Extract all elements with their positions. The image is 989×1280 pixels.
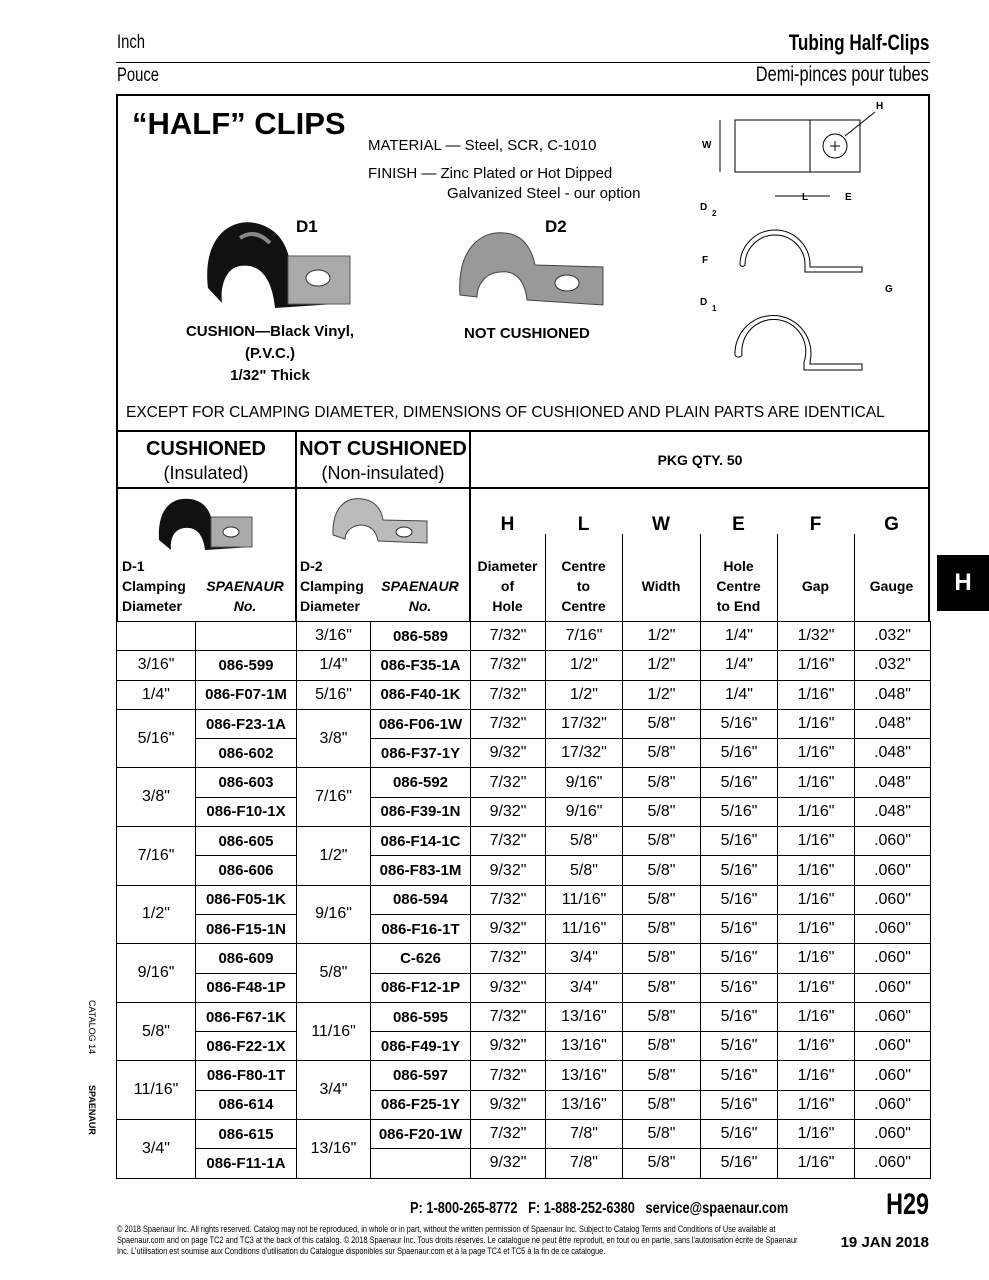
d1-part-number: 086-605 xyxy=(196,827,297,856)
width: 5/8" xyxy=(623,856,701,885)
width: 1/2" xyxy=(623,622,701,651)
hole-diameter: 9/32" xyxy=(471,739,546,768)
d1-caption-line: CUSHION—Black Vinyl, xyxy=(185,323,355,340)
centre-to-centre: 7/8" xyxy=(546,1149,623,1178)
d1-part-number xyxy=(196,622,297,651)
d2-part-number xyxy=(371,1149,471,1178)
width: 5/8" xyxy=(623,827,701,856)
date: 19 JAN 2018 xyxy=(840,1234,929,1251)
parts-table xyxy=(116,621,931,1179)
table-row xyxy=(117,973,931,1002)
dim-desc-line: to xyxy=(576,578,591,594)
hole-centre-to-end: 5/16" xyxy=(701,768,778,797)
gauge: .032" xyxy=(855,622,931,651)
hole-centre-to-end: 5/16" xyxy=(701,944,778,973)
dim-description xyxy=(700,556,777,616)
d1-type: D-1 xyxy=(122,558,145,574)
table-row xyxy=(117,1120,931,1149)
dim-desc-line: to End xyxy=(716,598,761,614)
hole-diameter: 7/32" xyxy=(471,768,546,797)
d2-caption: NOT CUSHIONED xyxy=(464,325,590,342)
d2-part-number: 086-589 xyxy=(371,622,471,651)
hole-diameter: 7/32" xyxy=(471,1002,546,1031)
d2-part-number: 086-F25-1Y xyxy=(371,1090,471,1119)
d2-clamping-diameter: 3/16" xyxy=(297,622,371,651)
hole-centre-to-end: 5/16" xyxy=(701,914,778,943)
dim-description xyxy=(622,556,700,596)
d1-clamping-diameter: 3/8" xyxy=(117,768,196,827)
finish-text: FINISH — Zinc Plated or Hot Dipped xyxy=(368,165,613,182)
d2-part-number: 086-F39-1N xyxy=(371,797,471,826)
dim-letter-w: W xyxy=(652,514,670,535)
d2-clamping-diameter: 5/8" xyxy=(297,944,371,1003)
not-cushioned-clip-image xyxy=(455,225,610,310)
centre-to-centre: 5/8" xyxy=(546,827,623,856)
gauge: .060" xyxy=(855,914,931,943)
cushioned-subtitle: (Insulated) xyxy=(163,463,249,483)
d2-no-label: SPAENAUR xyxy=(381,578,459,594)
hole-diameter: 7/32" xyxy=(471,1061,546,1090)
gauge: .060" xyxy=(855,1090,931,1119)
table-row xyxy=(117,856,931,885)
d2-part-number: 086-597 xyxy=(371,1061,471,1090)
d1-no-label: No. xyxy=(233,598,257,614)
gauge: .060" xyxy=(855,1002,931,1031)
width: 5/8" xyxy=(623,1149,701,1178)
diagram-label-d2-sub: 2 xyxy=(712,209,717,218)
hole-diameter: 9/32" xyxy=(471,1090,546,1119)
dim-desc-line: Diameter xyxy=(477,558,538,574)
d2-clamping-diameter: 11/16" xyxy=(297,1002,371,1061)
gap: 1/16" xyxy=(778,1061,855,1090)
d2-clamping-diameter: 1/2" xyxy=(297,827,371,886)
d1-caption-line: 1/32" Thick xyxy=(230,367,310,384)
width: 5/8" xyxy=(623,944,701,973)
d1-caption-line: (P.V.C.) xyxy=(244,345,296,362)
gap: 1/16" xyxy=(778,944,855,973)
d2-clamping-diameter: 1/4" xyxy=(297,651,371,680)
identical-note: EXCEPT FOR CLAMPING DIAMETER, DIMENSIONS OF CUSHIONED AND PLAIN PARTS ARE IDENTICAL xyxy=(126,404,885,421)
width: 5/8" xyxy=(623,1032,701,1061)
hole-centre-to-end: 5/16" xyxy=(701,709,778,738)
d2-part-number: 086-F35-1A xyxy=(371,651,471,680)
gap: 1/16" xyxy=(778,885,855,914)
dim-description xyxy=(470,556,545,616)
width: 5/8" xyxy=(623,768,701,797)
hole-centre-to-end: 5/16" xyxy=(701,973,778,1002)
hole-diameter: 7/32" xyxy=(471,885,546,914)
d2-part-number: 086-F06-1W xyxy=(371,709,471,738)
d2-clamping-diameter: 9/16" xyxy=(297,885,371,944)
centre-to-centre: 17/32" xyxy=(546,739,623,768)
d1-part-number: 086-F67-1K xyxy=(196,1002,297,1031)
table-row xyxy=(117,1090,931,1119)
centre-to-centre: 13/16" xyxy=(546,1090,623,1119)
gauge: .032" xyxy=(855,651,931,680)
table-row xyxy=(117,914,931,943)
d2-part-number: 086-F12-1P xyxy=(371,973,471,1002)
side-brand: SPAENAUR xyxy=(87,1085,97,1135)
centre-to-centre: 9/16" xyxy=(546,797,623,826)
hole-centre-to-end: 5/16" xyxy=(701,1090,778,1119)
d1-caption xyxy=(140,321,400,387)
hole-centre-to-end: 5/16" xyxy=(701,1002,778,1031)
centre-to-centre: 17/32" xyxy=(546,709,623,738)
gauge: .060" xyxy=(855,885,931,914)
gap: 1/16" xyxy=(778,827,855,856)
hole-diameter: 7/32" xyxy=(471,1120,546,1149)
gap: 1/16" xyxy=(778,709,855,738)
dim-desc-line: Width xyxy=(641,578,681,594)
d2-clamping-diameter: 5/16" xyxy=(297,680,371,709)
gap: 1/16" xyxy=(778,1120,855,1149)
hole-diameter: 9/32" xyxy=(471,1149,546,1178)
section-title: “HALF” CLIPS xyxy=(132,106,346,141)
d2-part-number: 086-594 xyxy=(371,885,471,914)
table-row xyxy=(117,651,931,680)
d1-part-number: 086-F15-1N xyxy=(196,914,297,943)
centre-to-centre: 5/8" xyxy=(546,856,623,885)
width: 1/2" xyxy=(623,651,701,680)
dim-desc-line: Gauge xyxy=(869,578,914,594)
d1-part-number: 086-614 xyxy=(196,1090,297,1119)
hole-diameter: 7/32" xyxy=(471,651,546,680)
legal-text: © 2018 Spaenaur Inc. All rights reserved. Catalog may not be reproduced, in whole or in part, without the written permission of Spaenaur Inc. Subject to Catalog Terms and Conditions of Use available at Spaenaur.com and on page TC2 and TC3 at the back of this catalog. © 2018 Spaenaur Inc. Tous droits réservés. Le catalogue ne peut être reproduit, en tout ou en partie, sans l'autorisation écrite de Spaenaur Inc. L'utilisation est soumise aux Conditions d'utilisation du Catalogue disponibles sur Spaenaur.com et à la page TC4 et TC5 à la fin de ce catalogue. xyxy=(117,1224,798,1256)
width: 5/8" xyxy=(623,1090,701,1119)
d2-part-number: 086-F83-1M xyxy=(371,856,471,885)
gauge: .060" xyxy=(855,973,931,1002)
d2-label: D2 xyxy=(545,217,567,236)
diagram-label-f: F xyxy=(702,255,709,266)
d2-part-number: 086-F16-1T xyxy=(371,914,471,943)
gap: 1/16" xyxy=(778,680,855,709)
gap: 1/16" xyxy=(778,1032,855,1061)
hole-diameter: 9/32" xyxy=(471,856,546,885)
width: 1/2" xyxy=(623,680,701,709)
gauge: .048" xyxy=(855,709,931,738)
d2-clamp-label: Clamping xyxy=(300,578,364,594)
dim-desc-line: of xyxy=(500,578,515,594)
dim-description xyxy=(854,556,929,596)
gap: 1/16" xyxy=(778,739,855,768)
d2-part-number: 086-F37-1Y xyxy=(371,739,471,768)
cushioned-clip-image xyxy=(200,218,360,310)
dim-letter-h: H xyxy=(500,514,515,535)
centre-to-centre: 1/2" xyxy=(546,680,623,709)
diagram-label-l: L xyxy=(802,192,809,203)
centre-to-centre: 3/4" xyxy=(546,973,623,1002)
d2-part-number: 086-F49-1Y xyxy=(371,1032,471,1061)
gauge: .060" xyxy=(855,827,931,856)
hole-diameter: 7/32" xyxy=(471,709,546,738)
width: 5/8" xyxy=(623,914,701,943)
contact-line xyxy=(410,1200,883,1218)
hole-centre-to-end: 5/16" xyxy=(701,885,778,914)
d1-part-number: 086-606 xyxy=(196,856,297,885)
email-link[interactable]: service@spaenaur.com xyxy=(645,1200,789,1217)
gap: 1/16" xyxy=(778,651,855,680)
table-row xyxy=(117,709,931,738)
gauge: .048" xyxy=(855,768,931,797)
d1-clamp-label: Clamping xyxy=(122,578,186,594)
dim-desc-line xyxy=(622,556,700,576)
dim-description xyxy=(545,556,622,616)
gap: 1/16" xyxy=(778,1090,855,1119)
gauge: .048" xyxy=(855,739,931,768)
hole-centre-to-end: 5/16" xyxy=(701,827,778,856)
centre-to-centre: 13/16" xyxy=(546,1002,623,1031)
fax: F: 1-888-252-6380 xyxy=(528,1200,635,1217)
width: 5/8" xyxy=(623,797,701,826)
centre-to-centre: 1/2" xyxy=(546,651,623,680)
dim-desc-line: Centre xyxy=(561,598,606,614)
hole-centre-to-end: 1/4" xyxy=(701,651,778,680)
table-row xyxy=(117,885,931,914)
d1-part-number: 086-615 xyxy=(196,1120,297,1149)
hole-diameter: 7/32" xyxy=(471,622,546,651)
width: 5/8" xyxy=(623,709,701,738)
d2-no-label: No. xyxy=(408,598,432,614)
hole-centre-to-end: 1/4" xyxy=(701,622,778,651)
d1-label: D1 xyxy=(296,217,318,236)
d1-part-no-header xyxy=(195,576,295,616)
table-row xyxy=(117,622,931,651)
hole-centre-to-end: 5/16" xyxy=(701,1061,778,1090)
hole-centre-to-end: 5/16" xyxy=(701,856,778,885)
hole-centre-to-end: 5/16" xyxy=(701,1032,778,1061)
d1-clamp-label: Diameter xyxy=(122,598,182,614)
d2-type: D-2 xyxy=(300,558,323,574)
not-cushioned-title: NOT CUSHIONED xyxy=(299,438,467,460)
cushioned-heading xyxy=(116,437,296,485)
gauge: .048" xyxy=(855,680,931,709)
page-title-en: Tubing Half-Clips xyxy=(788,30,929,55)
hole-centre-to-end: 1/4" xyxy=(701,680,778,709)
width: 5/8" xyxy=(623,973,701,1002)
dim-desc-line: Hole xyxy=(723,558,754,574)
hole-diameter: 9/32" xyxy=(471,797,546,826)
d1-part-number: 086-F22-1X xyxy=(196,1032,297,1061)
table-row xyxy=(117,1032,931,1061)
d2-clamping-diameter: 3/4" xyxy=(297,1061,371,1120)
diagram-label-g: G xyxy=(885,284,893,295)
dim-desc-line: Gap xyxy=(801,578,830,594)
gauge: .060" xyxy=(855,1032,931,1061)
diagram-label-d2: D xyxy=(700,202,708,213)
d1-clamping-diameter: 3/4" xyxy=(117,1120,196,1179)
d1-part-number: 086-602 xyxy=(196,739,297,768)
finish-text-2: Galvanized Steel - our option xyxy=(447,185,641,202)
d1-column-header xyxy=(116,556,195,616)
table-row xyxy=(117,1061,931,1090)
not-cushioned-heading xyxy=(296,437,470,485)
centre-to-centre: 7/8" xyxy=(546,1120,623,1149)
hole-centre-to-end: 5/16" xyxy=(701,739,778,768)
gap: 1/16" xyxy=(778,797,855,826)
d2-part-number: C-626 xyxy=(371,944,471,973)
width: 5/8" xyxy=(623,739,701,768)
hole-diameter: 9/32" xyxy=(471,973,546,1002)
d1-clamping-diameter: 9/16" xyxy=(117,944,196,1003)
hole-diameter: 7/32" xyxy=(471,680,546,709)
dimension-diagram xyxy=(680,100,905,390)
centre-to-centre: 11/16" xyxy=(546,885,623,914)
hole-centre-to-end: 5/16" xyxy=(701,1149,778,1178)
centre-to-centre: 3/4" xyxy=(546,944,623,973)
d2-part-number: 086-F14-1C xyxy=(371,827,471,856)
d2-clamping-diameter: 7/16" xyxy=(297,768,371,827)
width: 5/8" xyxy=(623,1120,701,1149)
d1-part-number: 086-F11-1A xyxy=(196,1149,297,1178)
d1-part-number: 086-603 xyxy=(196,768,297,797)
table-row xyxy=(117,797,931,826)
d2-column-header xyxy=(296,556,370,616)
d1-part-number: 086-F05-1K xyxy=(196,885,297,914)
gap: 1/16" xyxy=(778,856,855,885)
d1-part-number: 086-F48-1P xyxy=(196,973,297,1002)
cushioned-title: CUSHIONED xyxy=(145,438,266,460)
diagram-label-w: W xyxy=(702,140,712,151)
width: 5/8" xyxy=(623,885,701,914)
dim-description xyxy=(777,556,854,596)
diagram-label-d1: D xyxy=(700,297,708,308)
unit-label-en: Inch xyxy=(117,32,146,53)
d2-clamp-label: Diameter xyxy=(300,598,360,614)
d2-part-number: 086-595 xyxy=(371,1002,471,1031)
page-number: H29 xyxy=(886,1188,929,1221)
d1-part-number: 086-F07-1M xyxy=(196,680,297,709)
centre-to-centre: 13/16" xyxy=(546,1032,623,1061)
table-row xyxy=(117,680,931,709)
d1-clamping-diameter xyxy=(117,622,196,651)
dim-desc-line: Hole xyxy=(492,598,523,614)
d1-clamping-diameter: 5/8" xyxy=(117,1002,196,1061)
table-row xyxy=(117,944,931,973)
dim-desc-line: Centre xyxy=(561,558,606,574)
table-row xyxy=(117,1149,931,1178)
dim-letter-e: E xyxy=(732,514,745,535)
gauge: .060" xyxy=(855,856,931,885)
d1-no-label: SPAENAUR xyxy=(206,578,284,594)
phone[interactable]: P: 1-800-265-8772 xyxy=(410,1200,518,1217)
d2-part-number: 086-592 xyxy=(371,768,471,797)
d1-part-number: 086-F10-1X xyxy=(196,797,297,826)
dim-letter-g: G xyxy=(884,514,899,535)
table-row xyxy=(117,827,931,856)
centre-to-centre: 13/16" xyxy=(546,1061,623,1090)
gauge: .060" xyxy=(855,1149,931,1178)
unit-label-fr: Pouce xyxy=(117,65,160,86)
d1-part-number: 086-F23-1A xyxy=(196,709,297,738)
d1-clamping-diameter: 5/16" xyxy=(117,709,196,768)
table-row xyxy=(117,739,931,768)
hole-diameter: 9/32" xyxy=(471,914,546,943)
d2-part-number: 086-F40-1K xyxy=(371,680,471,709)
d2-clamping-diameter: 3/8" xyxy=(297,709,371,768)
dim-desc-line xyxy=(854,556,929,576)
table-row xyxy=(117,768,931,797)
gauge: .048" xyxy=(855,797,931,826)
gap: 1/32" xyxy=(778,622,855,651)
dim-desc-line xyxy=(777,556,854,576)
hole-centre-to-end: 5/16" xyxy=(701,1120,778,1149)
gap: 1/16" xyxy=(778,1149,855,1178)
gap: 1/16" xyxy=(778,914,855,943)
section-tab-h[interactable]: H xyxy=(937,555,989,611)
pkg-qty: PKG QTY. 50 xyxy=(657,452,743,468)
dim-letter-f: F xyxy=(809,514,822,535)
table-row xyxy=(117,1002,931,1031)
page-title-fr: Demi-pinces pour tubes xyxy=(756,63,929,86)
d1-clamping-diameter: 1/2" xyxy=(117,885,196,944)
d1-part-number: 086-599 xyxy=(196,651,297,680)
d1-part-number: 086-609 xyxy=(196,944,297,973)
hole-diameter: 7/32" xyxy=(471,827,546,856)
d1-clamping-diameter: 11/16" xyxy=(117,1061,196,1120)
gap: 1/16" xyxy=(778,768,855,797)
d1-clamping-diameter: 3/16" xyxy=(117,651,196,680)
diagram-label-e: E xyxy=(845,192,852,203)
not-cushioned-subtitle: (Non-insulated) xyxy=(321,463,445,483)
dim-letter-l: L xyxy=(577,514,590,535)
d2-part-number: 086-F20-1W xyxy=(371,1120,471,1149)
d1-clamping-diameter: 7/16" xyxy=(117,827,196,886)
d1-part-number: 086-F80-1T xyxy=(196,1061,297,1090)
gauge: .060" xyxy=(855,944,931,973)
centre-to-centre: 7/16" xyxy=(546,622,623,651)
cushioned-clip-thumb xyxy=(155,495,255,553)
gap: 1/16" xyxy=(778,1002,855,1031)
not-cushioned-clip-thumb xyxy=(330,495,430,545)
gap: 1/16" xyxy=(778,973,855,1002)
dim-desc-line: Centre xyxy=(716,578,761,594)
d2-clamping-diameter: 13/16" xyxy=(297,1120,371,1179)
hole-diameter: 9/32" xyxy=(471,1032,546,1061)
d2-part-no-header xyxy=(370,576,470,616)
width: 5/8" xyxy=(623,1002,701,1031)
gauge: .060" xyxy=(855,1061,931,1090)
centre-to-centre: 9/16" xyxy=(546,768,623,797)
diagram-label-d1-sub: 1 xyxy=(712,304,717,313)
gauge: .060" xyxy=(855,1120,931,1149)
material-text: MATERIAL — Steel, SCR, C-1010 xyxy=(368,137,597,154)
catalog-label: CATALOG 14 xyxy=(87,1000,97,1055)
hole-centre-to-end: 5/16" xyxy=(701,797,778,826)
diagram-label-h: H xyxy=(876,101,884,112)
width: 5/8" xyxy=(623,1061,701,1090)
d1-clamping-diameter: 1/4" xyxy=(117,680,196,709)
hole-diameter: 7/32" xyxy=(471,944,546,973)
centre-to-centre: 11/16" xyxy=(546,914,623,943)
